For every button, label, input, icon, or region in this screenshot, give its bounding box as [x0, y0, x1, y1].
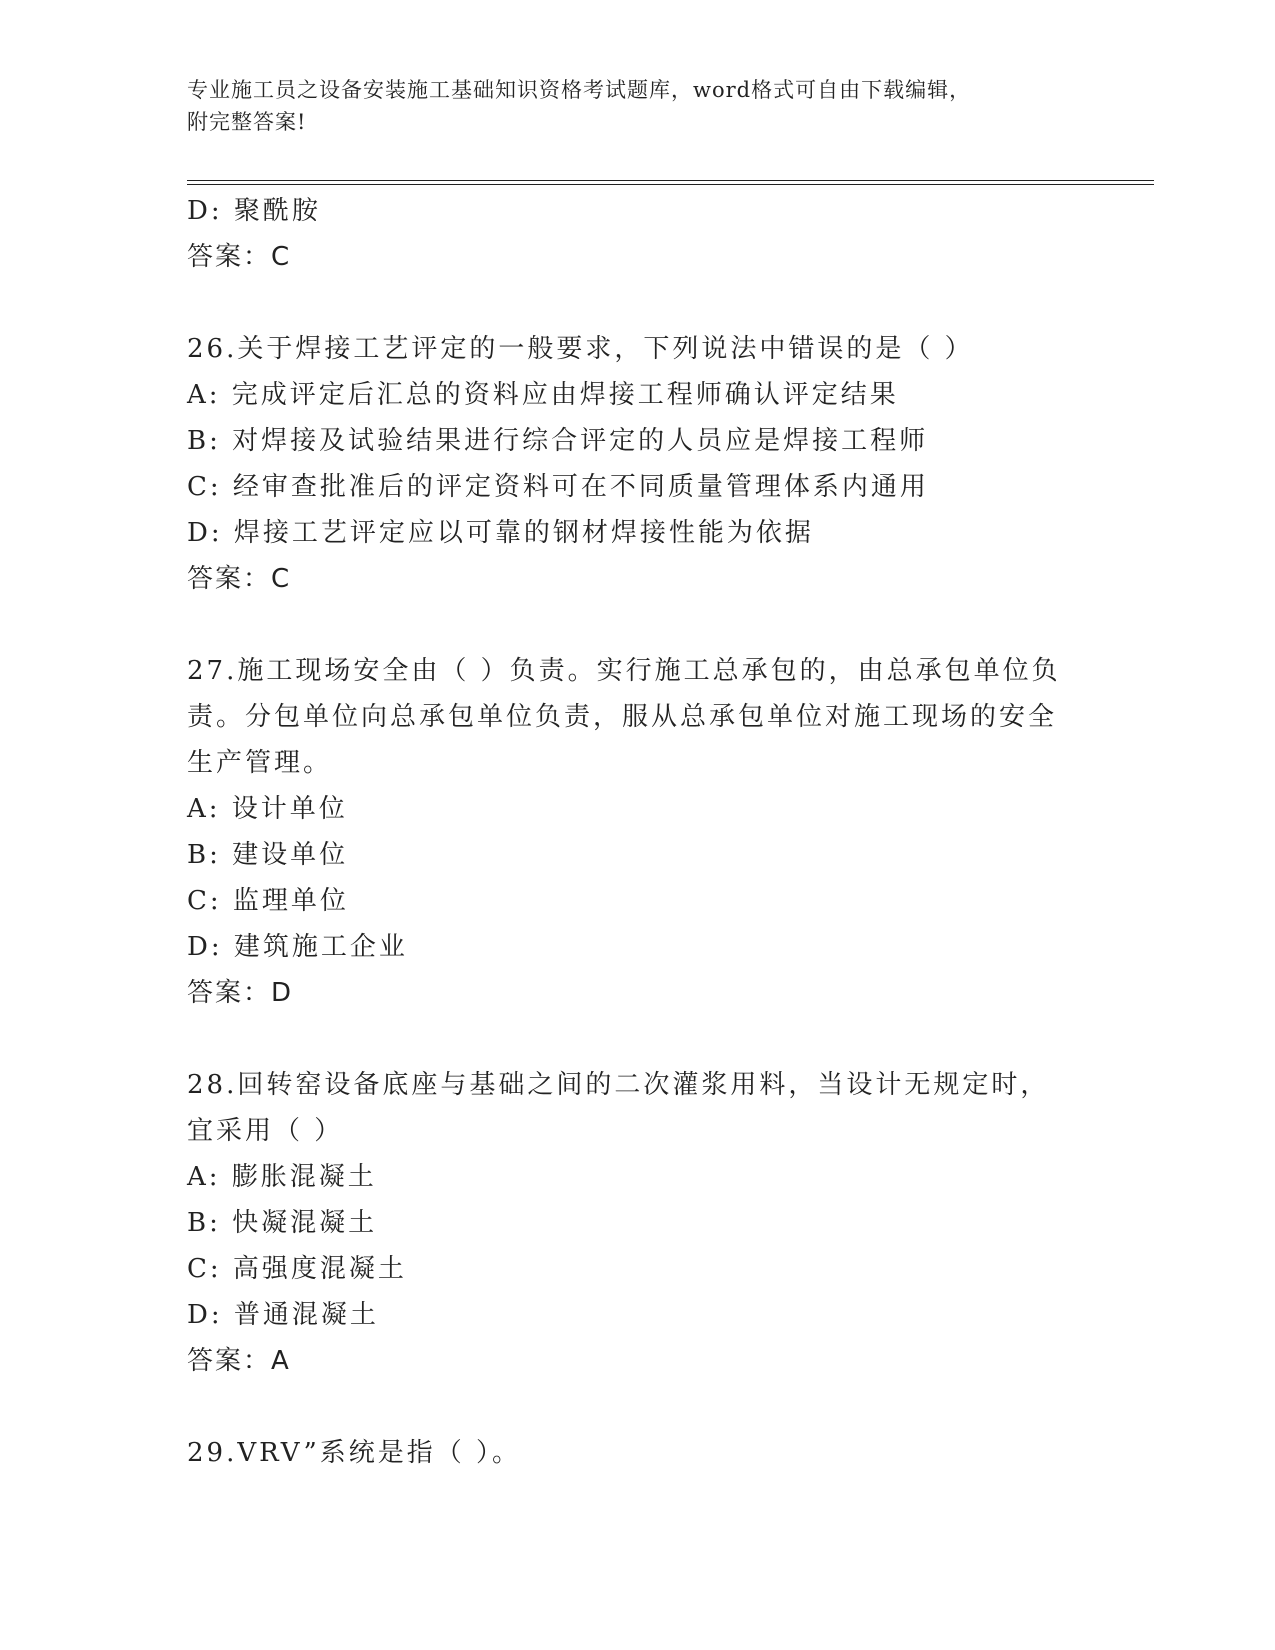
- option-a: A: 膨胀混凝土: [187, 1162, 377, 1192]
- question-29: [187, 1430, 1077, 1476]
- header-text-line-2: 附完整答案!: [187, 110, 307, 134]
- question-stem: 28.回转窑设备底座与基础之间的二次灌浆用料，当设计无规定时，宜采用（ ）: [187, 1070, 1050, 1146]
- question-26: [187, 326, 1077, 602]
- question-content: [187, 188, 1077, 1476]
- option-d: D: 普通混凝土: [187, 1300, 379, 1330]
- header-text-line-1: 专业施工员之设备安装施工基础知识资格考试题库，word格式可自由下载编辑，: [187, 78, 972, 102]
- option-d: D: 建筑施工企业: [187, 932, 408, 962]
- answer: 答案：C: [187, 564, 292, 594]
- option-b: B: 对焊接及试验结果进行综合评定的人员应是焊接工程师: [187, 426, 929, 456]
- question-28: [187, 1062, 1077, 1384]
- spacer: [187, 1016, 1077, 1062]
- page-header: [187, 74, 1087, 138]
- answer: 答案：D: [187, 978, 294, 1008]
- spacer: [187, 280, 1077, 326]
- question-stem: 26.关于焊接工艺评定的一般要求，下列说法中错误的是（ ）: [187, 334, 974, 364]
- carryover-option-d: D: 聚酰胺: [187, 196, 321, 226]
- question-stem: 27.施工现场安全由（ ）负责。实行施工总承包的，由总承包单位负责。分包单位向总承包单位负责，服从总承包单位对施工现场的安全生产管理。: [187, 656, 1061, 778]
- carryover-answer: 答案：C: [187, 242, 292, 272]
- spacer: [187, 602, 1077, 648]
- option-c: C: 高强度混凝土: [187, 1254, 407, 1284]
- option-a: A: 设计单位: [187, 794, 348, 824]
- answer: 答案：A: [187, 1346, 291, 1376]
- option-b: B: 建设单位: [187, 840, 349, 870]
- option-d: D: 焊接工艺评定应以可靠的钢材焊接性能为依据: [187, 518, 814, 548]
- option-c: C: 监理单位: [187, 886, 349, 916]
- option-c: C: 经审查批准后的评定资料可在不同质量管理体系内通用: [187, 472, 929, 502]
- header-divider-bottom: [187, 184, 1154, 185]
- option-b: B: 快凝混凝土: [187, 1208, 378, 1238]
- question-27: [187, 648, 1077, 1016]
- option-a: A: 完成评定后汇总的资料应由焊接工程师确认评定结果: [187, 380, 899, 410]
- question-stem: 29.VRV”系统是指（ ）。: [187, 1438, 522, 1468]
- header-divider-top: [187, 180, 1154, 181]
- spacer: [187, 1384, 1077, 1430]
